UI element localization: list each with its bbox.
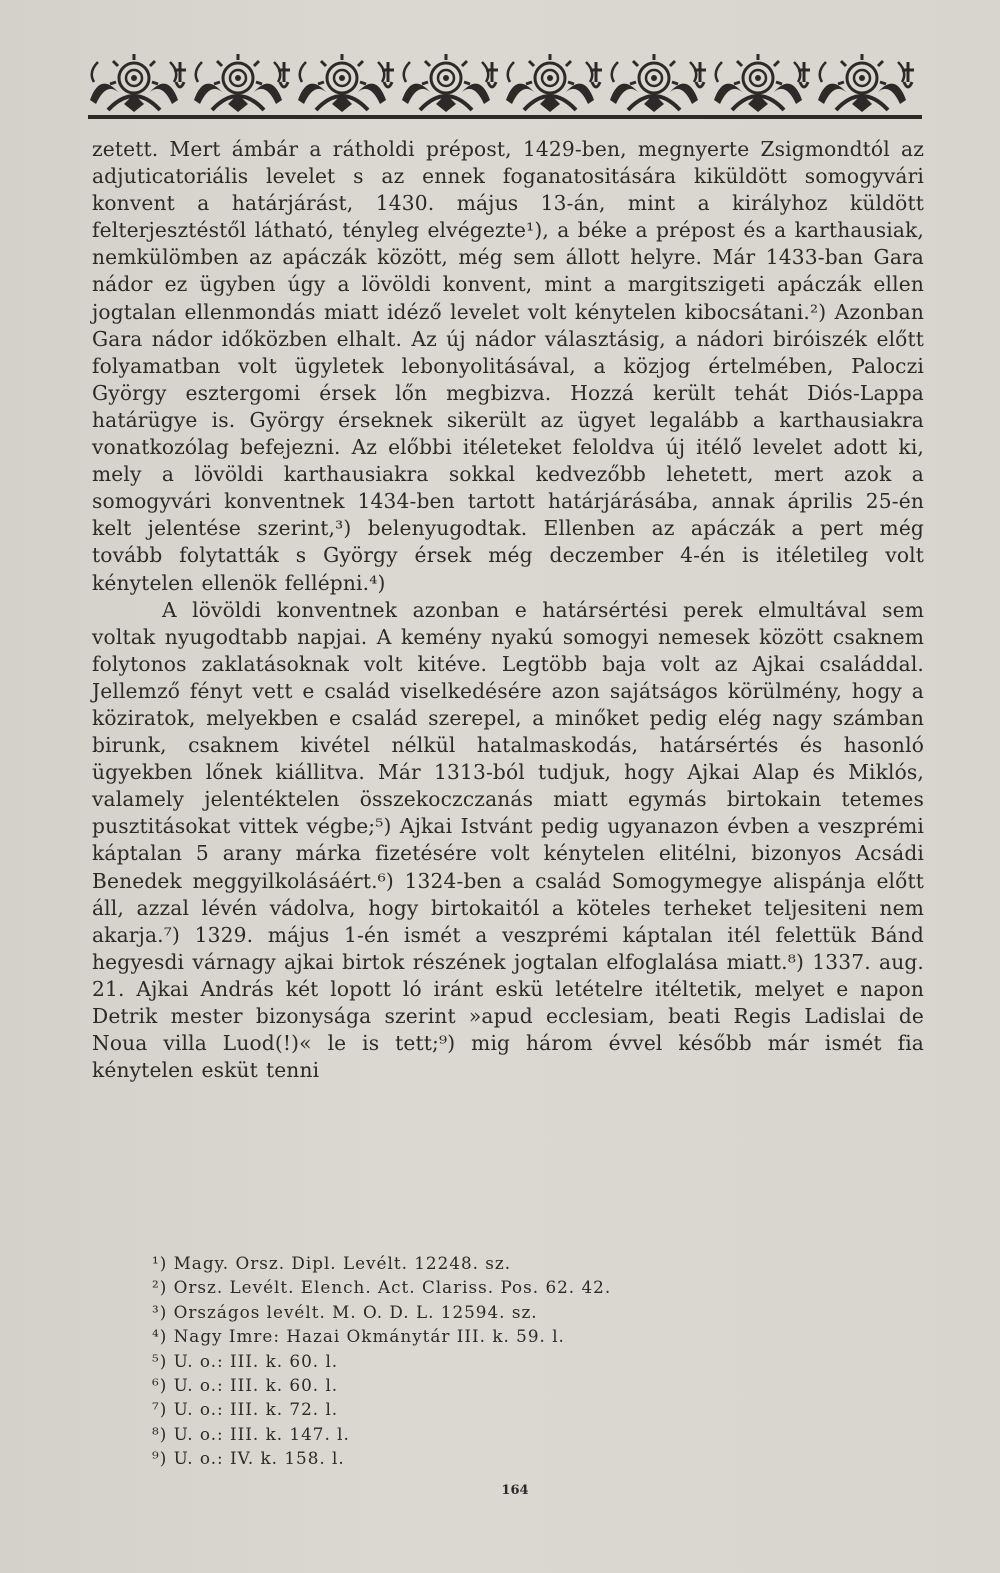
footnote-mark: ⁸) — [152, 1423, 168, 1444]
footnote-text: U. o.: III. k. 72. l. — [173, 1399, 339, 1420]
footnote-text: Nagy Imre: Hazai Okmánytár III. k. 59. l. — [173, 1326, 565, 1347]
footnote-text: U. o.: III. k. 60. l. — [173, 1375, 339, 1396]
footnote-mark: ³) — [152, 1301, 168, 1322]
footnote-2 — [152, 1275, 852, 1299]
footnote-mark: ⁶) — [152, 1375, 168, 1396]
footnote-text: Orsz. Levélt. Elench. Act. Clariss. Pos. 62. 42. — [173, 1277, 612, 1298]
footnote-9 — [152, 1446, 852, 1470]
page-number: 164 — [501, 1483, 529, 1498]
footnote-mark: ⁵) — [152, 1350, 168, 1371]
footnote-1 — [152, 1251, 852, 1275]
footnote-7 — [152, 1397, 852, 1421]
main-text — [92, 136, 924, 1084]
footnote-4 — [152, 1324, 852, 1348]
footnote-mark: ⁴) — [152, 1326, 168, 1347]
footnote-text: Magy. Orsz. Dipl. Levélt. 12248. sz. — [173, 1253, 512, 1273]
footnote-text: U. o.: III. k. 147. l. — [173, 1423, 350, 1444]
paragraph-1: zetett. Mert ámbár a rátholdi prépost, 1429-ben, megnyerte Zsigmondtól az adjuticatoriális levelet s az ennek foganatositására kiküldött somogyvári konvent a határjárást, 1430. május 13-án, mint a királyhoz küldött felterjesztéstől látható, tényleg elvégezte¹), a béke a prépost és a karthausiak, nemkülömben az apáczák között, még sem állott helyre. Már 1433-ban Gara nádor ez ügyben úgy a lövöldi konvent, mint a margitszigeti apáczák ellen jogtalan ellenmondás miatt idéző levelet volt kénytelen kibocsátani.²) Azonban Gara nádor időközben elhalt. Az új nádor választásig, a nádori biróiszék előtt folyamatban volt ügyletek lebonyolitásával, a közjog értelmében, Paloczi György esztergomi érsek lőn megbizva. Hozzá került tehát Diós-Lappa határügye is. György érseknek sikerült az ügyet legalább a karthausiakra vonatkozólag befejezni. Az előbbi itéleteket feloldva új itélő levelet adott ki, mely a lövöldi karthausiakra sokkal kedvezőbb lehetett, mert azok a somogyvári konventnek 1434-ben tartott határjárásába, annak április 25-én kelt jelentése szerint,³) belenyugodtak. Ellenben az apáczák a pert még tovább folytatták s György érsek még deczember 4-én is itéletileg volt kénytelen ellenök fellépni.⁴) — [92, 137, 924, 595]
footnote-mark: ⁹) — [152, 1448, 168, 1469]
footnote-text: U. o.: IV. k. 158. l. — [173, 1448, 345, 1469]
paragraph-2: A lövöldi konventnek azonban e határsértési perek elmultával sem voltak nyugodtabb napjai. A kemény nyakú somogyi nemesek között csaknem folytonos zaklatásoknak volt kitéve. Legtöbb baja volt az Ajkai családdal. Jellemző fényt vett e család viselkedésére azon sajátságos körülmény, hogy a köziratok, melyekben e család szerepel, a minőket pedig elég nagy számban birunk, csaknem kivétel nélkül hatalmaskodás, határsértés és hasonló ügyekben lőnek kiállitva. Már 1313-ból tudjuk, hogy Ajkai Alap és Miklós, valamely jelentéktelen összekoczczanás miatt egymás birtokain tetemes pusztitásokat vittek végbe;⁵) Ajkai Istvánt pedig ugyanazon évben a veszprémi káptalan 5 arany márka fizetésére volt kénytelen elitélni, bizonyos Acsádi Benedek meggyilkolásáért.⁶) 1324-ben a család Somogymegye alispánja előtt áll, azzal lévén vádolva, hogy birtokaitól a köteles terheket teljesiteni nem akarja.⁷) 1329. május 1-én ismét a veszprémi káptalan itél felettük Bánd hegyesdi várnagy ajkai birtok részének jogtalan elfoglalása miatt.⁸) 1337. aug. 21. Ajkai András két lopott ló iránt eskü letételre itéltetik, melyet e napon Detrik mester bizonysága szerint »apud ecclesiam, beati Regis Ladislai de Noua villa Luod(!)« le is tett;⁹) mig három évvel később már ismét fia kénytelen esküt tenni — [92, 597, 924, 1083]
footnote-5 — [152, 1349, 852, 1373]
footnote-text: U. o.: III. k. 60. l. — [173, 1350, 339, 1371]
footnote-mark: ²) — [152, 1277, 168, 1298]
footnote-mark: ¹) — [152, 1253, 168, 1273]
footnote-6 — [152, 1373, 852, 1397]
footnote-3 — [152, 1300, 852, 1324]
floral-border-icon — [88, 52, 922, 122]
footnote-mark: ⁷) — [152, 1399, 168, 1420]
footnote-text: Országos levélt. M. O. D. L. 12594. sz. — [173, 1301, 538, 1322]
footnotes — [152, 1251, 852, 1471]
footnote-8 — [152, 1422, 852, 1446]
